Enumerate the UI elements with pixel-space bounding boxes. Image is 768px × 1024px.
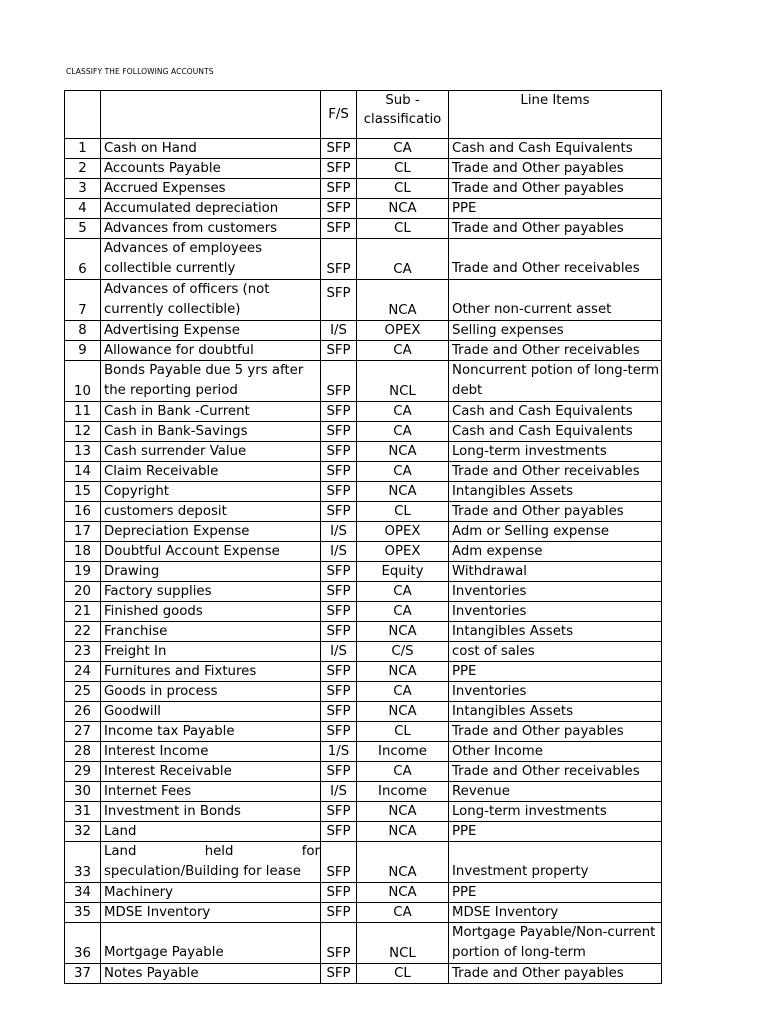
table-row	[65, 682, 662, 702]
sub-classification: Income	[357, 782, 449, 802]
account-name: Advances from customers	[101, 219, 321, 239]
line-item: Intangibles Assets	[449, 702, 662, 722]
sub-classification: NCL	[357, 361, 449, 402]
financial-statement: I/S	[321, 642, 357, 662]
row-number: 16	[65, 502, 101, 522]
row-number: 15	[65, 482, 101, 502]
row-number: 31	[65, 802, 101, 822]
header-fs: F/S	[321, 91, 357, 139]
table-row	[65, 582, 662, 602]
table-header-row	[65, 91, 662, 139]
account-name: Furnitures and Fixtures	[101, 662, 321, 682]
sub-classification: NCA	[357, 280, 449, 321]
table-row	[65, 722, 662, 742]
table-row	[65, 562, 662, 582]
row-number: 27	[65, 722, 101, 742]
line-item: cost of sales	[449, 642, 662, 662]
line-item: Trade and Other payables	[449, 722, 662, 742]
table-row	[65, 502, 662, 522]
financial-statement: SFP	[321, 762, 357, 782]
financial-statement: SFP	[321, 722, 357, 742]
row-number: 11	[65, 402, 101, 422]
account-name: Advances of officers (not currently collectible)	[101, 280, 321, 321]
sub-classification: CA	[357, 582, 449, 602]
account-name: Accumulated depreciation	[101, 199, 321, 219]
financial-statement: SFP	[321, 199, 357, 219]
account-name: Investment in Bonds	[101, 802, 321, 822]
sub-classification: CL	[357, 722, 449, 742]
table-row	[65, 802, 662, 822]
row-number: 34	[65, 883, 101, 903]
account-name: Copyright	[101, 482, 321, 502]
account-name: Mortgage Payable	[101, 923, 321, 964]
financial-statement: SFP	[321, 239, 357, 280]
row-number: 9	[65, 341, 101, 361]
account-name: Drawing	[101, 562, 321, 582]
sub-classification: CL	[357, 502, 449, 522]
account-name: Land	[101, 822, 321, 842]
sub-classification: NCA	[357, 199, 449, 219]
financial-statement: I/S	[321, 542, 357, 562]
table-row	[65, 179, 662, 199]
sub-classification: NCA	[357, 442, 449, 462]
sub-classification: NCL	[357, 923, 449, 964]
table-row	[65, 842, 662, 883]
row-number: 7	[65, 280, 101, 321]
financial-statement: SFP	[321, 402, 357, 422]
row-number: 19	[65, 562, 101, 582]
account-name: Cash in Bank-Savings	[101, 422, 321, 442]
table-row	[65, 341, 662, 361]
row-number: 25	[65, 682, 101, 702]
sub-classification: OPEX	[357, 522, 449, 542]
sub-classification: CA	[357, 402, 449, 422]
financial-statement: SFP	[321, 361, 357, 402]
financial-statement: SFP	[321, 602, 357, 622]
financial-statement: SFP	[321, 802, 357, 822]
financial-statement: SFP	[321, 280, 357, 321]
row-number: 28	[65, 742, 101, 762]
financial-statement: SFP	[321, 662, 357, 682]
table-row	[65, 442, 662, 462]
sub-classification: NCA	[357, 802, 449, 822]
line-item: Trade and Other receivables	[449, 462, 662, 482]
sub-classification: CA	[357, 602, 449, 622]
table-row	[65, 321, 662, 341]
table-row	[65, 542, 662, 562]
line-item: Investment property	[449, 842, 662, 883]
table-row	[65, 822, 662, 842]
row-number: 17	[65, 522, 101, 542]
sub-classification: CA	[357, 341, 449, 361]
account-name: Accounts Payable	[101, 159, 321, 179]
table-row	[65, 903, 662, 923]
financial-statement: SFP	[321, 682, 357, 702]
row-number: 30	[65, 782, 101, 802]
account-name: Cash surrender Value	[101, 442, 321, 462]
sub-classification: Income	[357, 742, 449, 762]
line-item: Trade and Other receivables	[449, 762, 662, 782]
sub-classification: NCA	[357, 883, 449, 903]
row-number: 2	[65, 159, 101, 179]
line-item: Long-term investments	[449, 802, 662, 822]
sub-classification: OPEX	[357, 321, 449, 341]
table-row	[65, 742, 662, 762]
row-number: 22	[65, 622, 101, 642]
table-row	[65, 782, 662, 802]
line-item: Mortgage Payable/Non-current portion of long-term	[449, 923, 662, 964]
account-name: Cash in Bank -Current	[101, 402, 321, 422]
financial-statement: SFP	[321, 562, 357, 582]
sub-classification: C/S	[357, 642, 449, 662]
account-name: Goodwill	[101, 702, 321, 722]
row-number: 18	[65, 542, 101, 562]
financial-statement: SFP	[321, 442, 357, 462]
table-row	[65, 139, 662, 159]
line-item: Trade and Other payables	[449, 964, 662, 984]
table-row	[65, 219, 662, 239]
financial-statement: SFP	[321, 502, 357, 522]
header-sub-line2: classificatio	[363, 112, 442, 127]
table-row	[65, 462, 662, 482]
line-item: PPE	[449, 822, 662, 842]
account-name: Allowance for doubtful	[101, 341, 321, 361]
account-name: Machinery	[101, 883, 321, 903]
account-name: Advances of employees collectible currently	[101, 239, 321, 280]
row-number: 32	[65, 822, 101, 842]
table-row	[65, 622, 662, 642]
table-row	[65, 199, 662, 219]
sub-classification: OPEX	[357, 542, 449, 562]
financial-statement: SFP	[321, 842, 357, 883]
account-name: Bonds Payable due 5 yrs after the reporting period	[101, 361, 321, 402]
accounts-table	[64, 90, 662, 984]
account-name: Factory supplies	[101, 582, 321, 602]
row-number: 13	[65, 442, 101, 462]
table-row	[65, 422, 662, 442]
account-name: Cash on Hand	[101, 139, 321, 159]
table-row	[65, 883, 662, 903]
table-row	[65, 602, 662, 622]
row-number: 8	[65, 321, 101, 341]
account-name: Franchise	[101, 622, 321, 642]
table-row	[65, 522, 662, 542]
sub-classification: NCA	[357, 822, 449, 842]
account-name: Goods in process	[101, 682, 321, 702]
account-name: Advertising Expense	[101, 321, 321, 341]
account-name: Income tax Payable	[101, 722, 321, 742]
row-number: 1	[65, 139, 101, 159]
account-name: Accrued Expenses	[101, 179, 321, 199]
financial-statement: SFP	[321, 923, 357, 964]
table-row	[65, 762, 662, 782]
line-item: Intangibles Assets	[449, 622, 662, 642]
line-item: Intangibles Assets	[449, 482, 662, 502]
sub-classification: NCA	[357, 702, 449, 722]
line-item: Trade and Other receivables	[449, 341, 662, 361]
account-name: customers deposit	[101, 502, 321, 522]
line-item: Noncurrent potion of long-term debt	[449, 361, 662, 402]
row-number: 21	[65, 602, 101, 622]
row-number: 33	[65, 842, 101, 883]
financial-statement: SFP	[321, 482, 357, 502]
table-row	[65, 642, 662, 662]
line-item: Trade and Other payables	[449, 502, 662, 522]
line-item: Inventories	[449, 582, 662, 602]
account-name: Interest Receivable	[101, 762, 321, 782]
sub-classification: CL	[357, 179, 449, 199]
financial-statement: I/S	[321, 321, 357, 341]
line-item: Trade and Other receivables	[449, 239, 662, 280]
sub-classification: CA	[357, 762, 449, 782]
line-item: MDSE Inventory	[449, 903, 662, 923]
line-item: Cash and Cash Equivalents	[449, 422, 662, 442]
row-number: 3	[65, 179, 101, 199]
financial-statement: SFP	[321, 582, 357, 602]
sub-classification: CA	[357, 682, 449, 702]
account-name: Interest Income	[101, 742, 321, 762]
sub-classification: Equity	[357, 562, 449, 582]
line-item: PPE	[449, 883, 662, 903]
line-item: Adm or Selling expense	[449, 522, 662, 542]
table-row	[65, 280, 662, 321]
row-number: 35	[65, 903, 101, 923]
financial-statement: SFP	[321, 159, 357, 179]
line-item: Inventories	[449, 602, 662, 622]
table-row	[65, 662, 662, 682]
financial-statement: SFP	[321, 462, 357, 482]
account-name: Internet Fees	[101, 782, 321, 802]
row-number: 4	[65, 199, 101, 219]
account-name: Depreciation Expense	[101, 522, 321, 542]
sub-classification: CL	[357, 964, 449, 984]
table-row	[65, 923, 662, 964]
row-number: 29	[65, 762, 101, 782]
sub-classification: CA	[357, 462, 449, 482]
sub-classification: NCA	[357, 482, 449, 502]
sub-classification: CA	[357, 239, 449, 280]
line-item: Cash and Cash Equivalents	[449, 139, 662, 159]
financial-statement: SFP	[321, 822, 357, 842]
sub-classification: NCA	[357, 622, 449, 642]
financial-statement: I/S	[321, 522, 357, 542]
line-item: Inventories	[449, 682, 662, 702]
header-num	[65, 91, 101, 139]
sub-classification: CL	[357, 219, 449, 239]
sub-classification: CA	[357, 903, 449, 923]
account-name: Finished goods	[101, 602, 321, 622]
financial-statement: SFP	[321, 622, 357, 642]
sub-classification: CA	[357, 422, 449, 442]
table-row	[65, 402, 662, 422]
header-account	[101, 91, 321, 139]
account-name: MDSE Inventory	[101, 903, 321, 923]
account-name: Doubtful Account Expense	[101, 542, 321, 562]
financial-statement: SFP	[321, 422, 357, 442]
header-sub-classification	[357, 91, 449, 139]
account-name: Notes Payable	[101, 964, 321, 984]
line-item: Other non-current asset	[449, 280, 662, 321]
financial-statement: SFP	[321, 903, 357, 923]
financial-statement: I/S	[321, 782, 357, 802]
row-number: 37	[65, 964, 101, 984]
line-item: PPE	[449, 662, 662, 682]
table-row	[65, 361, 662, 402]
line-item: Long-term investments	[449, 442, 662, 462]
sub-classification: NCA	[357, 662, 449, 682]
row-number: 14	[65, 462, 101, 482]
page-heading: CLASSIFY THE FOLLOWING ACCOUNTS	[66, 67, 214, 76]
table-row	[65, 159, 662, 179]
header-sub-line1: Sub -	[385, 93, 420, 108]
table-row	[65, 239, 662, 280]
financial-statement: SFP	[321, 702, 357, 722]
row-number: 5	[65, 219, 101, 239]
row-number: 12	[65, 422, 101, 442]
line-item: Trade and Other payables	[449, 219, 662, 239]
table-row	[65, 702, 662, 722]
line-item: Revenue	[449, 782, 662, 802]
financial-statement: 1/S	[321, 742, 357, 762]
row-number: 23	[65, 642, 101, 662]
line-item: PPE	[449, 199, 662, 219]
financial-statement: SFP	[321, 179, 357, 199]
row-number: 6	[65, 239, 101, 280]
row-number: 26	[65, 702, 101, 722]
header-line-items: Line Items	[449, 91, 662, 139]
sub-classification: CA	[357, 139, 449, 159]
line-item: Adm expense	[449, 542, 662, 562]
line-item: Other Income	[449, 742, 662, 762]
row-number: 36	[65, 923, 101, 964]
sub-classification: CL	[357, 159, 449, 179]
table-row	[65, 482, 662, 502]
row-number: 24	[65, 662, 101, 682]
financial-statement: SFP	[321, 219, 357, 239]
financial-statement: SFP	[321, 883, 357, 903]
table-row	[65, 964, 662, 984]
line-item: Selling expenses	[449, 321, 662, 341]
row-number: 20	[65, 582, 101, 602]
line-item: Withdrawal	[449, 562, 662, 582]
line-item: Trade and Other payables	[449, 159, 662, 179]
row-number: 10	[65, 361, 101, 402]
financial-statement: SFP	[321, 964, 357, 984]
account-name: Claim Receivable	[101, 462, 321, 482]
financial-statement: SFP	[321, 341, 357, 361]
sub-classification: NCA	[357, 842, 449, 883]
line-item: Cash and Cash Equivalents	[449, 402, 662, 422]
account-name: Land held for speculation/Building for lease	[101, 842, 321, 883]
financial-statement: SFP	[321, 139, 357, 159]
account-name: Freight In	[101, 642, 321, 662]
line-item: Trade and Other payables	[449, 179, 662, 199]
